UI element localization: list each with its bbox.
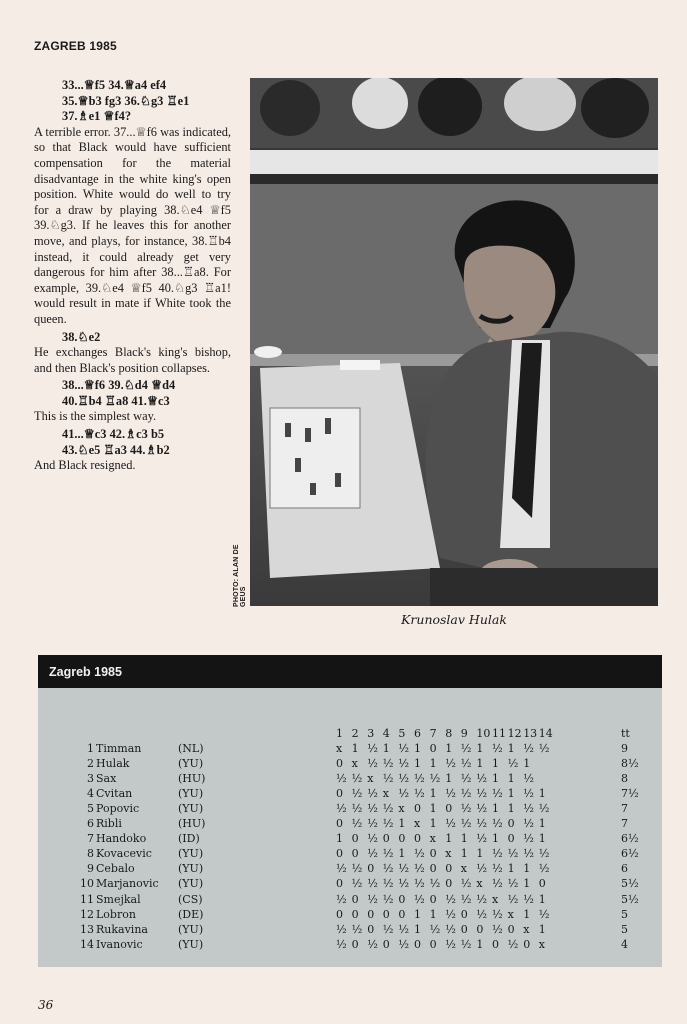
- result-cell: 0: [336, 787, 343, 801]
- row-rank: 9: [87, 862, 94, 876]
- result-cell: x: [398, 802, 405, 816]
- result-cell: x: [538, 937, 546, 951]
- result-cell: ½: [476, 817, 488, 831]
- result-cell: ½: [538, 907, 550, 921]
- player-name: Handoko: [96, 832, 147, 846]
- result-cell: ½: [351, 922, 363, 936]
- result-cell: ½: [538, 742, 550, 755]
- result-cell: ½: [429, 772, 441, 786]
- result-cell: x: [336, 742, 343, 755]
- result-cell: ½: [351, 817, 363, 831]
- result-cell: 1: [476, 847, 484, 861]
- result-cell: 0: [351, 847, 359, 861]
- result-cell: 0: [382, 832, 390, 846]
- result-cell: x: [476, 877, 483, 891]
- result-cell: 1: [460, 847, 468, 861]
- total-score: 8: [621, 772, 628, 786]
- result-cell: ½: [367, 937, 378, 951]
- result-cell: 0: [398, 907, 406, 921]
- total-score: 5½: [621, 877, 639, 891]
- result-cell: ½: [445, 892, 456, 906]
- column-header: 6: [414, 727, 421, 740]
- player-country: (YU): [178, 922, 204, 936]
- column-header: 4: [382, 727, 390, 740]
- result-cell: ½: [492, 922, 503, 936]
- result-cell: 0: [429, 742, 437, 755]
- move-line: 38.♘e2: [62, 329, 101, 344]
- column-header: tt: [621, 727, 630, 740]
- result-cell: 0: [367, 907, 375, 921]
- result-cell: 0: [492, 937, 499, 951]
- result-cell: 1: [538, 922, 546, 936]
- annotation-paragraph: He exchanges Black's king's bishop, and then Black's position collapses.: [34, 345, 231, 375]
- column-header: 7: [429, 727, 437, 740]
- result-cell: ½: [507, 847, 519, 861]
- annotation-paragraph: And Black resigned.: [34, 458, 136, 473]
- player-country: (HU): [178, 817, 206, 831]
- player-country: (YU): [178, 937, 204, 951]
- result-cell: ½: [382, 877, 394, 891]
- result-cell: ½: [336, 772, 347, 786]
- row-rank: 3: [87, 772, 94, 786]
- result-cell: x: [414, 817, 421, 831]
- running-head: ZAGREB 1985: [34, 39, 117, 53]
- player-name: Cvitan: [96, 787, 133, 801]
- row-rank: 13: [80, 922, 94, 936]
- result-cell: 0: [523, 937, 531, 951]
- result-cell: 1: [507, 862, 515, 876]
- result-cell: 0: [445, 877, 453, 891]
- result-cell: ½: [367, 877, 378, 891]
- result-cell: ½: [367, 832, 378, 846]
- result-cell: ½: [398, 787, 410, 801]
- result-cell: ½: [507, 757, 519, 771]
- result-cell: ½: [476, 772, 488, 786]
- result-cell: ½: [382, 817, 394, 831]
- player-country: (YU): [178, 862, 204, 876]
- column-header: 13: [523, 727, 538, 740]
- result-cell: ½: [351, 862, 363, 876]
- result-cell: ½: [476, 787, 488, 801]
- result-cell: ½: [492, 907, 503, 921]
- result-cell: ½: [492, 847, 503, 861]
- result-cell: 1: [538, 787, 546, 801]
- result-cell: ½: [336, 892, 347, 906]
- result-cell: 1: [492, 832, 499, 846]
- total-score: 8½: [621, 757, 639, 771]
- result-cell: ½: [538, 802, 550, 816]
- result-cell: 1: [507, 787, 515, 801]
- result-cell: ½: [492, 817, 503, 831]
- result-cell: 1: [414, 922, 421, 936]
- result-cell: ½: [351, 787, 363, 801]
- result-cell: 0: [507, 832, 515, 846]
- result-cell: 1: [492, 772, 499, 786]
- result-cell: 1: [523, 877, 531, 891]
- result-cell: ½: [523, 742, 534, 755]
- result-cell: ½: [414, 892, 425, 906]
- result-cell: ½: [523, 817, 534, 831]
- column-header: 14: [538, 727, 553, 740]
- crosstable-title: Zagreb 1985: [49, 665, 122, 679]
- result-cell: 0: [336, 907, 343, 921]
- result-cell: ½: [336, 922, 347, 936]
- row-rank: 7: [87, 832, 94, 846]
- result-cell: ½: [507, 892, 519, 906]
- result-cell: x: [523, 922, 530, 936]
- column-header: 11: [492, 727, 506, 740]
- total-score: 4: [621, 937, 628, 951]
- total-score: 6: [621, 862, 628, 876]
- result-cell: 0: [351, 937, 359, 951]
- result-cell: ½: [414, 862, 425, 876]
- result-cell: ½: [523, 772, 534, 786]
- photo-caption: Krunoslav Hulak: [401, 612, 507, 627]
- row-rank: 1: [87, 742, 94, 755]
- result-cell: ½: [398, 877, 410, 891]
- result-cell: 1: [429, 907, 437, 921]
- move-line: 43.♘e5 ♖a3 44.♗b2: [62, 442, 170, 457]
- result-cell: 1: [460, 832, 468, 846]
- result-cell: 0: [336, 847, 343, 861]
- result-cell: ½: [367, 847, 378, 861]
- result-cell: ½: [460, 892, 472, 906]
- player-country: (YU): [178, 787, 204, 801]
- result-cell: ½: [336, 862, 347, 876]
- result-cell: x: [507, 907, 514, 921]
- result-cell: 1: [429, 787, 437, 801]
- result-cell: 1: [538, 832, 546, 846]
- result-cell: 0: [398, 832, 406, 846]
- result-cell: ½: [336, 937, 347, 951]
- row-rank: 10: [80, 877, 94, 891]
- result-cell: 0: [336, 817, 343, 831]
- result-cell: ½: [382, 922, 394, 936]
- result-cell: 0: [367, 862, 375, 876]
- result-cell: ½: [492, 862, 503, 876]
- result-cell: ½: [351, 802, 363, 816]
- result-cell: ½: [367, 802, 378, 816]
- result-cell: 1: [492, 757, 499, 771]
- result-cell: x: [382, 787, 390, 801]
- total-score: 7: [621, 817, 628, 831]
- result-cell: ½: [476, 802, 488, 816]
- result-cell: 1: [398, 847, 406, 861]
- result-cell: ½: [382, 802, 394, 816]
- column-header: 10: [476, 727, 491, 740]
- result-cell: 1: [382, 742, 390, 755]
- result-cell: ½: [492, 787, 503, 801]
- total-score: 7½: [621, 787, 639, 801]
- result-cell: 1: [476, 742, 484, 755]
- result-cell: ½: [351, 772, 363, 786]
- player-name: Popovic: [96, 802, 140, 816]
- player-country: (ID): [178, 832, 200, 846]
- result-cell: ½: [523, 832, 534, 846]
- result-cell: 0: [336, 757, 343, 771]
- row-rank: 2: [87, 757, 94, 771]
- result-cell: ½: [367, 817, 378, 831]
- result-cell: 1: [429, 817, 437, 831]
- result-cell: 1: [429, 757, 437, 771]
- total-score: 6½: [621, 847, 639, 861]
- page-number: 36: [38, 998, 54, 1012]
- result-cell: 1: [429, 802, 437, 816]
- player-name: Timman: [96, 742, 142, 755]
- result-cell: 1: [476, 937, 484, 951]
- result-cell: ½: [460, 757, 472, 771]
- crosstable-grid: [38, 655, 662, 967]
- result-cell: ½: [523, 787, 534, 801]
- row-rank: 14: [80, 937, 94, 951]
- result-cell: ½: [414, 847, 425, 861]
- result-cell: 0: [351, 907, 359, 921]
- result-cell: ½: [538, 847, 550, 861]
- total-score: 7: [621, 802, 628, 816]
- result-cell: ½: [382, 892, 394, 906]
- result-cell: 0: [445, 862, 453, 876]
- result-cell: ½: [507, 877, 519, 891]
- result-cell: 1: [336, 832, 343, 846]
- result-cell: ½: [460, 802, 472, 816]
- result-cell: 1: [523, 862, 531, 876]
- result-cell: ½: [382, 757, 394, 771]
- result-cell: 0: [429, 847, 437, 861]
- result-cell: ½: [351, 877, 363, 891]
- result-cell: 0: [414, 802, 421, 816]
- row-rank: 6: [87, 817, 94, 831]
- result-cell: ½: [538, 862, 550, 876]
- player-name: Cebalo: [96, 862, 135, 876]
- player-name: Smejkal: [96, 892, 141, 906]
- result-cell: 0: [351, 892, 359, 906]
- move-line: 33...♕f5 34.♕a4 ef4: [62, 78, 167, 92]
- move-line: 37.♗e1 ♕f4?: [62, 109, 132, 124]
- photo-credit: PHOTO: ALAN DE GEUS: [233, 544, 247, 607]
- column-header: 3: [367, 727, 375, 740]
- column-header: 12: [507, 727, 522, 740]
- result-cell: 1: [523, 907, 531, 921]
- total-score: 6½: [621, 832, 639, 846]
- result-cell: 0: [476, 922, 484, 936]
- row-rank: 8: [87, 847, 94, 861]
- move-line: 40.♖b4 ♖a8 41.♕c3: [62, 393, 170, 408]
- result-cell: 1: [538, 817, 546, 831]
- result-cell: 0: [382, 937, 390, 951]
- result-cell: ½: [445, 937, 456, 951]
- result-cell: ½: [445, 787, 456, 801]
- result-cell: ½: [429, 877, 441, 891]
- result-cell: ½: [460, 742, 472, 755]
- crosstable: [38, 655, 662, 967]
- row-rank: 12: [80, 907, 94, 921]
- column-header: 1: [336, 727, 343, 740]
- result-cell: 1: [492, 802, 499, 816]
- result-cell: ½: [398, 757, 410, 771]
- result-cell: ½: [445, 922, 456, 936]
- result-cell: 1: [398, 817, 406, 831]
- result-cell: ½: [445, 757, 456, 771]
- result-cell: 1: [445, 742, 453, 755]
- result-cell: ½: [476, 892, 488, 906]
- result-cell: 0: [398, 892, 406, 906]
- player-country: (YU): [178, 877, 204, 891]
- result-cell: 1: [507, 772, 515, 786]
- result-cell: 0: [460, 922, 468, 936]
- player-name: Ribli: [96, 817, 122, 831]
- result-cell: ½: [367, 742, 378, 755]
- result-cell: 1: [445, 832, 453, 846]
- result-cell: ½: [523, 892, 534, 906]
- result-cell: ½: [460, 817, 472, 831]
- result-cell: 1: [445, 772, 453, 786]
- total-score: 5: [621, 907, 628, 921]
- move-line: 35.♕b3 fg3 36.♘g3 ♖e1: [62, 93, 190, 108]
- total-score: 5½: [621, 892, 639, 906]
- photo-illustration: [250, 78, 658, 606]
- result-cell: 1: [351, 742, 359, 755]
- result-cell: ½: [460, 772, 472, 786]
- game-annotation-column: [34, 78, 231, 474]
- result-cell: ½: [382, 772, 394, 786]
- player-name: Rukavina: [96, 922, 148, 936]
- player-name: Sax: [96, 772, 117, 786]
- player-country: (DE): [178, 907, 204, 921]
- result-cell: ½: [367, 757, 378, 771]
- result-cell: 1: [538, 892, 546, 906]
- result-cell: x: [492, 892, 499, 906]
- result-cell: ½: [414, 877, 425, 891]
- player-country: (CS): [178, 892, 203, 906]
- result-cell: x: [351, 757, 358, 771]
- player-country: (YU): [178, 757, 204, 771]
- result-cell: 1: [476, 757, 484, 771]
- result-cell: x: [367, 772, 374, 786]
- column-header: 2: [351, 727, 359, 740]
- total-score: 5: [621, 922, 628, 936]
- result-cell: ½: [460, 787, 472, 801]
- result-cell: 1: [523, 757, 531, 771]
- result-cell: ½: [523, 847, 534, 861]
- result-cell: ½: [492, 742, 503, 755]
- result-cell: 0: [367, 922, 375, 936]
- result-cell: 0: [429, 862, 437, 876]
- result-cell: ½: [398, 772, 410, 786]
- player-name: Marjanovic: [96, 877, 159, 891]
- result-cell: ½: [367, 892, 378, 906]
- result-cell: 0: [538, 877, 546, 891]
- result-cell: ½: [382, 862, 394, 876]
- result-cell: ½: [382, 847, 394, 861]
- annotation-paragraph: This is the simplest way.: [34, 409, 157, 424]
- result-cell: 0: [507, 817, 515, 831]
- result-cell: 0: [429, 892, 437, 906]
- result-cell: ½: [507, 937, 519, 951]
- result-cell: 1: [414, 742, 421, 755]
- result-cell: x: [429, 832, 436, 846]
- row-rank: 4: [87, 787, 94, 801]
- result-cell: ½: [460, 877, 472, 891]
- player-country: (YU): [178, 847, 204, 861]
- column-header: 9: [460, 727, 468, 740]
- player-country: (YU): [178, 802, 204, 816]
- player-country: (NL): [178, 742, 204, 755]
- result-cell: ½: [445, 907, 456, 921]
- result-cell: ½: [523, 802, 534, 816]
- row-rank: 5: [87, 802, 94, 816]
- result-cell: ½: [336, 802, 347, 816]
- result-cell: 0: [351, 832, 359, 846]
- result-cell: ½: [414, 772, 425, 786]
- player-name: Kovacevic: [96, 847, 152, 861]
- result-cell: ½: [445, 817, 456, 831]
- result-cell: x: [460, 862, 468, 876]
- result-cell: 1: [507, 802, 515, 816]
- result-cell: ½: [476, 862, 488, 876]
- result-cell: 0: [460, 907, 468, 921]
- result-cell: 0: [429, 937, 437, 951]
- result-cell: 1: [507, 742, 515, 755]
- column-header: 5: [398, 727, 406, 740]
- result-cell: ½: [460, 937, 472, 951]
- player-name: Hulak: [96, 757, 130, 771]
- result-cell: 0: [445, 802, 453, 816]
- move-line: 41...♕c3 42.♗c3 b5: [62, 427, 165, 442]
- column-header: 8: [445, 727, 453, 740]
- player-name: Lobron: [96, 907, 136, 921]
- row-rank: 11: [80, 892, 94, 906]
- result-cell: ½: [429, 922, 441, 936]
- result-cell: ½: [398, 937, 410, 951]
- result-cell: ½: [476, 832, 488, 846]
- result-cell: 0: [336, 877, 343, 891]
- result-cell: 1: [414, 757, 421, 771]
- result-cell: ½: [398, 862, 410, 876]
- result-cell: ½: [367, 787, 378, 801]
- move-line: 38...♕f6 39.♘d4 ♕d4: [62, 378, 176, 393]
- result-cell: ½: [476, 907, 488, 921]
- result-cell: 0: [507, 922, 515, 936]
- result-cell: ½: [398, 922, 410, 936]
- annotation-paragraph: A terrible error. 37...♕f6 was indicated, so that Black would have sufficient compensation for the material disadvantage in the white king's open position. White would do well to try for a draw by playing 38.♘e4 ♕f5 39.♘g3. If he leaves this for another move, and plays, for instance, 38.♖b4 instead, it could already get very dangerous for him after 38...♖a8. For example, 39.♘e4 ♕f5 40.♘g3 ♖a1! would result in mate if White took the queen.: [34, 124, 231, 326]
- player-photo: [250, 78, 658, 606]
- result-cell: ½: [414, 787, 425, 801]
- result-cell: 0: [414, 937, 421, 951]
- result-cell: 0: [414, 832, 421, 846]
- result-cell: ½: [492, 877, 503, 891]
- result-cell: x: [445, 847, 452, 861]
- player-name: Ivanovic: [96, 937, 143, 951]
- player-country: (HU): [178, 772, 206, 786]
- total-score: 9: [621, 742, 628, 755]
- result-cell: ½: [398, 742, 410, 755]
- result-cell: 1: [414, 907, 421, 921]
- result-cell: 0: [382, 907, 390, 921]
